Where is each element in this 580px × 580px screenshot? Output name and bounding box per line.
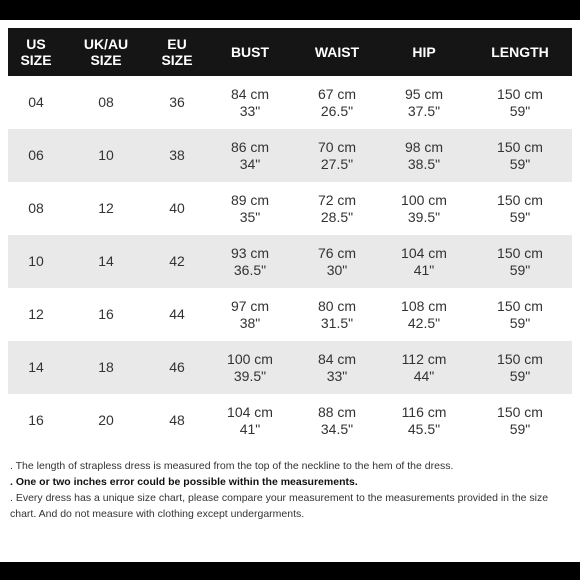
cm-value: 150 cm: [497, 403, 543, 420]
table-row: [8, 235, 572, 288]
uk-au-size-cell: 08: [64, 76, 148, 129]
cm-value: 150 cm: [497, 138, 543, 155]
inch-value: 28.5": [320, 208, 354, 225]
inch-value: 59": [509, 420, 531, 437]
hip-cell: [380, 182, 468, 235]
table-row: [8, 129, 572, 182]
inch-value: 59": [509, 102, 531, 119]
table-row: [8, 76, 572, 129]
hip-cell: [380, 235, 468, 288]
table-row: [8, 288, 572, 341]
cm-value: 112 cm: [401, 350, 447, 367]
inch-value: 35": [239, 208, 261, 225]
header-label: BUST: [230, 44, 270, 60]
cm-value: 84 cm: [230, 85, 270, 102]
length-cell: [468, 129, 572, 182]
us-size-cell: 16: [8, 394, 64, 447]
bust-cell: [206, 341, 294, 394]
uk-au-size-cell: 20: [64, 394, 148, 447]
eu-size-cell: 36: [148, 76, 206, 129]
length-header: [468, 28, 572, 76]
eu-size-cell: 48: [148, 394, 206, 447]
header-label: HIP: [412, 44, 436, 60]
cm-value: 116 cm: [401, 403, 447, 420]
inch-value: 41": [413, 261, 435, 278]
uk-au-size-header: [64, 28, 148, 76]
bust-cell: [206, 288, 294, 341]
header-label: SIZE: [20, 52, 52, 68]
header-label: WAIST: [314, 44, 360, 60]
inch-value: 33": [326, 367, 348, 384]
inch-value: 59": [509, 367, 531, 384]
inch-value: 59": [509, 314, 531, 331]
note-item: . One or two inches error could be possible within the measurements.: [10, 476, 358, 488]
header-label: LENGTH: [491, 44, 549, 60]
us-size-cell: 08: [8, 182, 64, 235]
cm-value: 150 cm: [497, 244, 543, 261]
inch-value: 39.5": [233, 367, 267, 384]
table-header: [8, 28, 572, 76]
cm-value: 93 cm: [230, 244, 270, 261]
eu-size-cell: 38: [148, 129, 206, 182]
inch-value: 44": [413, 367, 435, 384]
header-label: UK/AU: [83, 36, 129, 52]
cm-value: 98 cm: [404, 138, 444, 155]
waist-header: [294, 28, 380, 76]
note-item: . The length of strapless dress is measured from the top of the neckline to the hem of the dress.: [10, 460, 454, 472]
hip-cell: [380, 129, 468, 182]
eu-size-cell: 42: [148, 235, 206, 288]
hip-cell: [380, 394, 468, 447]
cm-value: 95 cm: [404, 85, 444, 102]
cm-value: 150 cm: [497, 191, 543, 208]
cm-value: 89 cm: [230, 191, 270, 208]
inch-value: 34": [239, 155, 261, 172]
bust-header: [206, 28, 294, 76]
hip-cell: [380, 341, 468, 394]
cm-value: 150 cm: [497, 85, 543, 102]
inch-value: 39.5": [407, 208, 441, 225]
waist-cell: [294, 341, 380, 394]
waist-cell: [294, 394, 380, 447]
uk-au-size-cell: 12: [64, 182, 148, 235]
inch-value: 59": [509, 261, 531, 278]
us-size-cell: 12: [8, 288, 64, 341]
length-cell: [468, 235, 572, 288]
us-size-cell: 14: [8, 341, 64, 394]
waist-cell: [294, 182, 380, 235]
bust-cell: [206, 394, 294, 447]
header-row: [8, 28, 572, 76]
uk-au-size-cell: 14: [64, 235, 148, 288]
cm-value: 76 cm: [317, 244, 357, 261]
header-label: SIZE: [161, 52, 193, 68]
inch-value: 59": [509, 155, 531, 172]
inch-value: 38.5": [407, 155, 441, 172]
cm-value: 88 cm: [317, 403, 357, 420]
bust-cell: [206, 235, 294, 288]
cm-value: 104 cm: [401, 244, 447, 261]
table-row: [8, 182, 572, 235]
table-row: [8, 394, 572, 447]
inch-value: 37.5": [407, 102, 441, 119]
eu-size-cell: 40: [148, 182, 206, 235]
length-cell: [468, 76, 572, 129]
inch-value: 38": [239, 314, 261, 331]
hip-header: [380, 28, 468, 76]
table-body: [8, 76, 572, 447]
bust-cell: [206, 129, 294, 182]
bust-cell: [206, 76, 294, 129]
cm-value: 80 cm: [317, 297, 357, 314]
size-chart-table: [8, 28, 572, 447]
cm-value: 86 cm: [230, 138, 270, 155]
inch-value: 30": [326, 261, 348, 278]
uk-au-size-cell: 10: [64, 129, 148, 182]
length-cell: [468, 288, 572, 341]
us-size-cell: 10: [8, 235, 64, 288]
cm-value: 104 cm: [227, 403, 273, 420]
inch-value: 34.5": [320, 420, 354, 437]
note-item: . Every dress has a unique size chart, please compare your measurement to the measurements provided in the size chart. And do not measure with clothing except undergarments.: [10, 492, 549, 520]
inch-value: 42.5": [407, 314, 441, 331]
length-cell: [468, 394, 572, 447]
inch-value: 27.5": [320, 155, 354, 172]
inch-value: 33": [239, 102, 261, 119]
cm-value: 100 cm: [227, 350, 273, 367]
inch-value: 31.5": [320, 314, 354, 331]
length-cell: [468, 182, 572, 235]
waist-cell: [294, 76, 380, 129]
cm-value: 97 cm: [230, 297, 270, 314]
us-size-cell: 06: [8, 129, 64, 182]
inch-value: 26.5": [320, 102, 354, 119]
hip-cell: [380, 288, 468, 341]
waist-cell: [294, 235, 380, 288]
uk-au-size-cell: 16: [64, 288, 148, 341]
bust-cell: [206, 182, 294, 235]
cm-value: 70 cm: [317, 138, 357, 155]
cm-value: 150 cm: [497, 297, 543, 314]
inch-value: 41": [239, 420, 261, 437]
uk-au-size-cell: 18: [64, 341, 148, 394]
eu-size-cell: 44: [148, 288, 206, 341]
waist-cell: [294, 129, 380, 182]
header-label: US: [26, 36, 46, 52]
inch-value: 45.5": [407, 420, 441, 437]
cm-value: 67 cm: [317, 85, 357, 102]
header-label: SIZE: [90, 52, 122, 68]
inch-value: 36.5": [233, 261, 267, 278]
us-size-cell: 04: [8, 76, 64, 129]
cm-value: 100 cm: [401, 191, 447, 208]
notes: [10, 458, 570, 522]
header-label: EU: [167, 36, 187, 52]
cm-value: 72 cm: [317, 191, 357, 208]
eu-size-header: [148, 28, 206, 76]
length-cell: [468, 341, 572, 394]
inch-value: 59": [509, 208, 531, 225]
cm-value: 84 cm: [317, 350, 357, 367]
cm-value: 108 cm: [401, 297, 447, 314]
hip-cell: [380, 76, 468, 129]
waist-cell: [294, 288, 380, 341]
us-size-header: [8, 28, 64, 76]
eu-size-cell: 46: [148, 341, 206, 394]
size-chart-panel: [0, 20, 580, 562]
cm-value: 150 cm: [497, 350, 543, 367]
table-row: [8, 341, 572, 394]
